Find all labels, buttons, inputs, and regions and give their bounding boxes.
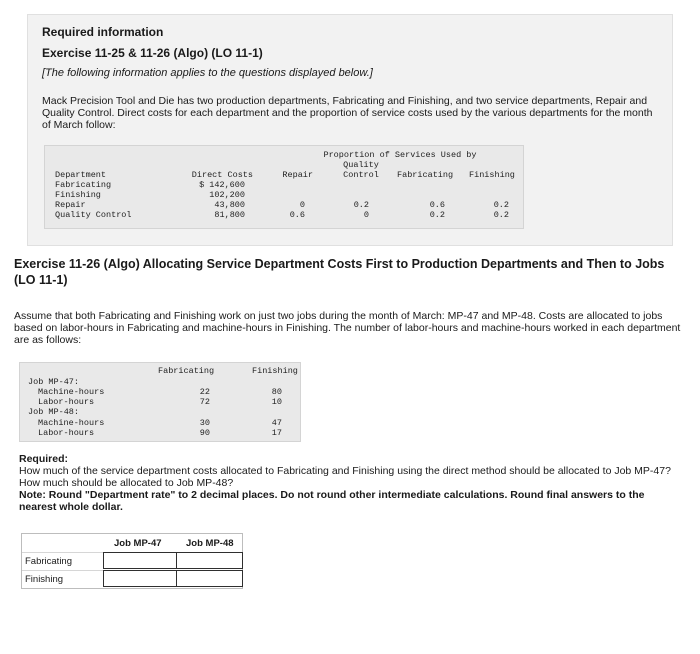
quality-header: Quality	[343, 160, 379, 170]
row-label: Labor-hours	[38, 397, 95, 407]
job-label: Job MP-47:	[28, 377, 80, 387]
proportion-fabricating: 0.2	[429, 210, 445, 220]
col-job-mp47: Job MP-47	[114, 538, 162, 549]
col-fabricating: Fabricating	[397, 170, 454, 180]
row-label: Labor-hours	[38, 428, 95, 438]
department-cost-table	[44, 145, 524, 229]
direct-cost: 81,800	[214, 210, 245, 220]
dept-name: Quality Control	[55, 210, 132, 220]
answer-table	[21, 533, 243, 589]
fabricating-mp47-input[interactable]	[103, 552, 177, 569]
col-finishing: Finishing	[469, 170, 515, 180]
col-fabricating: Fabricating	[158, 366, 215, 376]
required-info-heading: Required information	[42, 25, 164, 39]
hours-value: 30	[199, 418, 210, 428]
hours-value: 10	[271, 397, 282, 407]
proportion-qc: 0.2	[353, 200, 369, 210]
exercise-26-title: Exercise 11-26 (Algo) Allocating Service Department Costs First to Production Departments and Then to Jobs (LO 11-1)	[14, 257, 665, 287]
col-repair: Repair	[282, 170, 313, 180]
required-block	[19, 453, 679, 513]
finishing-mp48-input[interactable]	[176, 570, 243, 587]
hours-value: 22	[199, 387, 210, 397]
direct-cost: 102,200	[209, 190, 245, 200]
hours-value: 90	[199, 428, 210, 438]
required-information-panel	[27, 14, 673, 246]
hours-value: 72	[199, 397, 210, 407]
exercise-26-section	[14, 256, 684, 288]
dept-name: Fabricating	[55, 180, 112, 190]
hours-value: 47	[271, 418, 282, 428]
proportion-header: Proportion of Services Used by	[323, 150, 477, 160]
proportion-finishing: 0.2	[493, 210, 509, 220]
col-job-mp48: Job MP-48	[186, 538, 234, 549]
row-label: Machine-hours	[38, 418, 105, 428]
required-question: How much of the service department costs allocated to Fabricating and Finishing using the direct method should be allocated to Job MP-47? How much should be allocated to Job MP-48?	[19, 465, 671, 489]
finishing-mp47-input[interactable]	[103, 570, 177, 587]
direct-cost: $ 142,600	[199, 180, 245, 190]
proportion-fabricating: 0.6	[429, 200, 445, 210]
col-department: Department	[55, 170, 107, 180]
job-label: Job MP-48:	[28, 407, 80, 417]
dept-name: Finishing	[55, 190, 101, 200]
hours-value: 80	[271, 387, 282, 397]
dept-name: Repair	[55, 200, 86, 210]
hours-value: 17	[271, 428, 282, 438]
required-note: Note: Round "Department rate" to 2 decimal places. Do not round other intermediate calculations. Round final answers to the nearest whole dollar.	[19, 489, 645, 513]
proportion-qc: 0	[363, 210, 369, 220]
row-label-finishing: Finishing	[25, 574, 64, 585]
proportion-repair: 0.6	[289, 210, 305, 220]
row-label-fabricating: Fabricating	[25, 556, 72, 567]
fabricating-mp48-input[interactable]	[176, 552, 243, 569]
row-label: Machine-hours	[38, 387, 105, 397]
assume-paragraph: Assume that both Fabricating and Finishing work on just two jobs during the month of March: MP-47 and MP-48. Costs are allocated to jobs based on labor-hours in Fabricating and machine-hours in Finishing. The number of labor-hours and machine-hours worked in each department are as follows:	[14, 310, 681, 346]
direct-cost: 43,800	[214, 200, 245, 210]
proportion-repair: 0	[299, 200, 305, 210]
exercise-title: Exercise 11-25 & 11-26 (Algo) (LO 11-1)	[42, 46, 263, 60]
info-note: [The following information applies to the questions displayed below.]	[42, 67, 373, 79]
intro-paragraph: Mack Precision Tool and Die has two production departments, Fabricating and Finishing, and two service departments, Repair and Quality Control. Direct costs for each department and the proportion of service costs used by the various departments for the month of March follow:	[42, 95, 653, 131]
col-direct-costs: Direct Costs	[191, 170, 253, 180]
col-finishing: Finishing	[252, 366, 298, 376]
job-hours-table	[19, 362, 301, 442]
col-quality-control: Control	[343, 170, 379, 180]
proportion-finishing: 0.2	[493, 200, 509, 210]
required-heading: Required:	[19, 453, 69, 465]
